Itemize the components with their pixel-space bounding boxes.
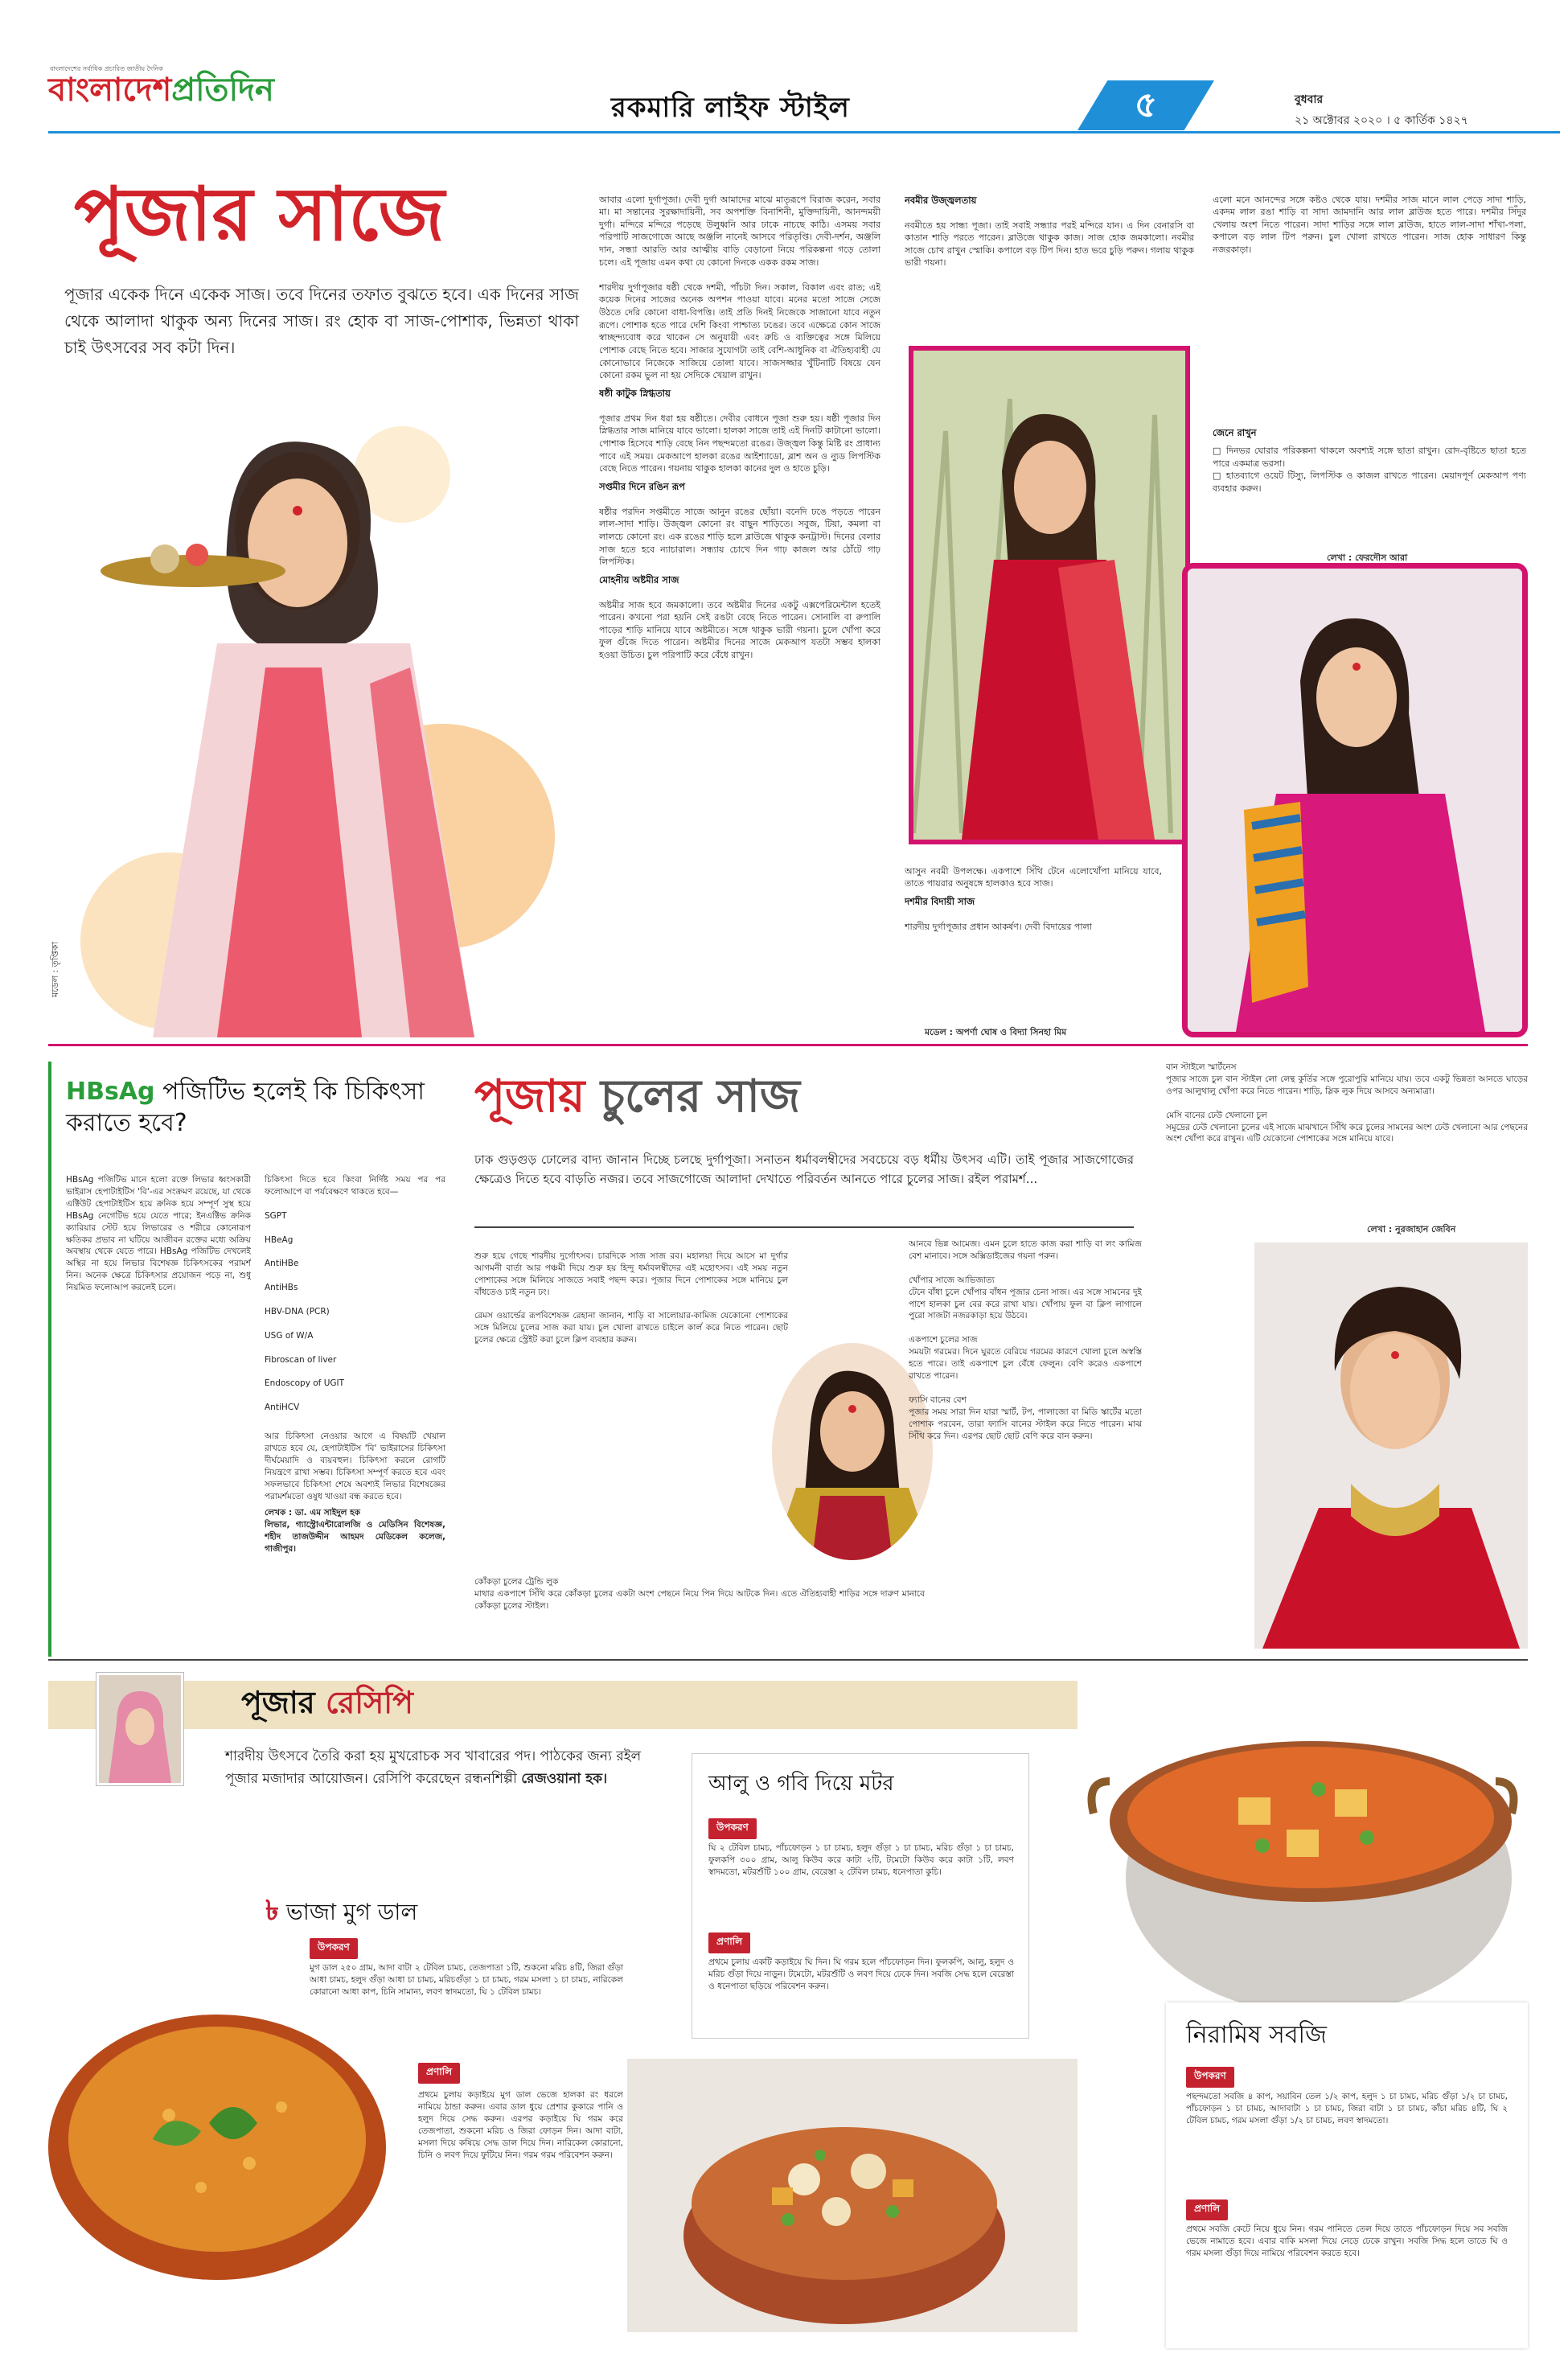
hbsag-tests xyxy=(265,1198,445,1426)
col1b-text: পূজার প্রথম দিন ধরা হয় ষষ্ঠীতে। দেবীর বোধনে পূজা শুরু হয়। ষষ্ঠী পূজার দিন স্নিগ্ধতার সাজ মানিয়ে যাবে ভালো। হালকা সাজে তাই এই দিনটি কাটানো ভালো। পোশাক হিসেবে শাড়ি বেছে নিন পছন্দমতো রঙের। উজ্জ্বল কিন্তু মিষ্টি রং প্রাধান্য পাবে এই সময়। মেকআপে হালকা রঙের আইশ্যাডো, ব্লাশ অন ও ন্যুড লিপস্টিক বেছে নিতে পারেন। গয়নায় থাকুক হালকা কানের দুল ও হাতে চুড়ি। xyxy=(599,413,880,474)
test-5: HBV-DNA (PCR) xyxy=(265,1306,330,1316)
hero-photo-credit: মডেল : তৃপ্তিকা xyxy=(50,942,60,997)
recipe-intro xyxy=(225,1745,675,1790)
date: ২১ অক্টোবর ২০২০ । ৫ কার্তিক ১৪২৭ xyxy=(1295,114,1468,127)
test-9: AntiHCV xyxy=(265,1403,300,1413)
chef-photo xyxy=(96,1673,183,1785)
hair-title-red: পূজায় xyxy=(474,1070,585,1123)
aloo-ingredients-badge xyxy=(708,1818,757,1839)
hbsag-col-1: HBsAg পজিটিভ মানে হলো রক্তে লিভার ধ্বংসকারী ভাইরাস হেপাটাইটিস 'বি'-এর সংক্রমণ রয়েছে, যা থেকে এক্টিউট হেপাটাইটিস হয়ে ক্রনিক হয়ে সম্পূর্ণ সুস্থ হয়ে HBsAg নেগেটিভ হয়ে যেতে পারে; ইনএক্টিভ ক্রনিক ক্যারিয়ার স্টেট হয়ে লিভারের ও শরীরে কোনোরূপ ক্ষতিকর প্রভাব না ঘটিয়ে আজীবন রক্তের মধ্যে অক্রিয় অবস্থায় থেকে যেতে পারে। HBsAg পজিটিভ দেখলেই অস্থির না হয়ে লিভার বিশেষজ্ঞ চিকিৎসকের পরামর্শ নিন। অনেক ক্ষেত্রে চিকিৎসার প্রয়োজন পড়ে না, শুধু নিয়মিত ফলোআপ করলেই চলে। xyxy=(66,1175,251,1293)
hbsag-author: লেখক : ডা. এম সাইদুল হক লিভার, গ্যাস্ট্রোএন্টারোলজি ও মেডিসিন বিশেষজ্ঞ, শহীদ তাজউদ্দীন আহমদ মেডিকেল কলেজ, গাজীপুর। xyxy=(265,1508,445,1555)
tips-box xyxy=(1213,426,1526,547)
hbsag-title-rest: পজিটিভ হলেই কি চিকিৎসা করাতে হবে? xyxy=(66,1078,425,1137)
col3-text: এলো মনে আনন্দের সঙ্গে কষ্টও থেকে যায়। দশমীর সাজ মানে লাল পেড়ে সাদা শাড়ি, একদম লাল রঙা শাড়ি বা সাদা জামদানি আর লাল ব্লাউজ হতে পারে। দশমীর সিঁদুর খেলায় অংশ নিতে পারেন। সাদা শাড়ির সঙ্গে লাল ব্লাউজ, হাতে লাল-সাদা শাঁখা-পলা, কপালে বড় লাল টিপ পরুন। চুল খোলা রাখতে পারেন। সাজ হোক সাধারণ কিন্তু নজরকাড়া। xyxy=(1213,194,1526,256)
test-8: Endoscopy of UGIT xyxy=(265,1378,345,1389)
niramish-method-label: প্রণালি xyxy=(1186,2199,1228,2220)
paper-tagline: বাংলাদেশের সর্বাধিক প্রচারিত জাতীয় দৈনিক xyxy=(50,65,163,72)
hero-model-photo xyxy=(56,378,571,1037)
subhead-sosthi: ষষ্ঠী কাটুক স্নিগ্ধতায় xyxy=(599,387,671,399)
col1-text: আবার এলো দুর্গাপূজা। দেবী দুর্গা আমাদের মাঝে মাতৃরূপে বিরাজ করেন, সবার মা। মা সন্তানের সুরক্ষাদায়িনী, সব অপশক্তি বিনাশিনী, মুক্তিদায়িনী, আনন্দময়ী দুর্গা। মন্দিরে মন্দিরে পড়েছে উলুধ্বনি আর ঢাকে নাচছে কাঠি। এসময় সবার পরিপাটি সাজগোজে আছে অঞ্জলি নানেই আসবে পরিতৃপ্তি। দেবী-দর্শন, অঞ্জলি দান, সন্ধ্যা আরতি আর আত্মীয় বাড়ি বেড়ানো নিয়ে পরিকল্পনা গড়ে তোলা চলে। এই পূজায় এমন কথা যে কোনো দিনকে একক রকম সাজ। শারদীয় দুর্গাপূজার ষষ্ঠী থেকে দশমী, পাঁচটা দিন। সকাল, বিকাল এবং রাত; এই কয়েক দিনের সাজের অনেক অপশন পাওয়া যাবে। মনের মতো সাজে সেজে উঠতে দেরি কোনো বাধা-বিপত্তি। তাই প্রতি দিনই নিজেকে সাজানো যাবে নতুন রূপে। পোশাক হতে পারে দেশি কিংবা পাশ্চাত্য ঢঙের। তবে এক্ষেত্রে কোন সাজে স্বাচ্ছন্দ্যবোধ করে থাকেন সে অনুযায়ী এবং রুচি ও ব্যক্তিত্বের সঙ্গে মিলিয়ে পোশাক বেছে নিতে হবে। সাজার সুযোগটা তাই বেশি-আধুনিক বা ঐতিহ্যবাহী যে কোনোভাবে নিজেকে সাজিয়ে তোলা যাবে। সাজসজ্জার খুঁটিনাটি বিষয়ে যেন কোনো রকম ভুল না হয় সেদিকে খেয়াল রাখুন। xyxy=(599,194,880,381)
hair-model-illustration xyxy=(1254,1242,1528,1649)
aloo-box xyxy=(692,1753,1029,2039)
niramish-ingredients: পছন্দমতো সবজি ৪ কাপ, সয়াবিন তেল ১/২ কাপ, হলুদ ১ চা চামচ, মরিচ গুঁড়া ১/২ চা চামচ, পাঁচফোড়ন ১ চা চামচ, আদাবাটা ১ চা চামচ, জিরা বাটা ১ চা চামচ, কাঁচা মরিচ ৪টি, ঘি ২ টেবিল চামচ, গরম মসলা গুঁড়া ১/২ চা চামচ, লবণ স্বাদমতো। xyxy=(1186,2092,1508,2126)
niramish-method-badge xyxy=(1186,2199,1228,2220)
hair-intro: ঢাক গুড়গুড় ঢোলের বাদ্য জানান দিচ্ছে চলছে দুর্গাপূজা। সনাতন ধর্মাবলম্বীদের সবচেয়ে বড় ধর্মীয় উৎসব এটি। তাই পূজার সাজগোজের ক্ষেত্রেও দিতে হবে বাড়তি নজর। তবে সাজগোজে আলাদা দেখাতে পরিবর্তন আনতে পারে চুলের সাজ। রইল পরামর্শ... xyxy=(474,1152,1134,1186)
hbsag-body-3: আর চিকিৎসা নেওয়ার আগে এ বিষয়টি খেয়াল রাখতে হবে যে, হেপাটাইটিস 'বি' ভাইরাসের চিকিৎসা দীর্ঘমেয়াদি ও ব্যয়বহুল। চিকিৎসা করলে রোগটি নিয়ন্ত্রণে রাখা সম্ভব। চিকিৎসা সম্পূর্ণ করতে হবে এবং সফলভাবে চিকিৎসা শেষে অবশ্যই লিভার বিশেষজ্ঞের পরামর্শমতো ওষুধ খাওয়া বন্ধ করতে হবে। xyxy=(265,1431,445,1501)
subhead-ashtami: মোহনীয় অষ্টমীর সাজ xyxy=(599,573,679,585)
model-red-illustration xyxy=(913,351,1185,840)
hair-model-photo xyxy=(1254,1242,1528,1649)
recipe-title-2: রেসিপি xyxy=(325,1685,413,1720)
models-credit: মডেল : অপর্ণা ঘোষ ও বিদ্যা সিনহা মিম xyxy=(925,1027,1067,1037)
aloo-photo xyxy=(627,2059,1077,2332)
aloo-method-label: প্রণালি xyxy=(708,1932,750,1953)
aloo-ingredients-label: উপকরণ xyxy=(708,1818,757,1839)
paper-name-2: প্রতিদিন xyxy=(171,71,274,109)
model-photo-pink xyxy=(1182,563,1528,1037)
article-intro: পূজার একেক দিনে একেক সাজ। তবে দিনের তফাত বুঝতে হবে। এক দিনের সাজ থেকে আলাদা থাকুক অন্য দিনের সাজ। রং হোক বা সাজ-পোশাক, ভিন্নতা থাকা চাই উৎসবের সব কটা দিন। xyxy=(64,285,579,357)
hair-col-1b: কোঁকড়া চুলের ট্রেন্ডি লুক মাথার একপাশে সিঁথি করে কোঁকড়া চুলের একটা অংশ পেছনে নিয়ে পিন দিয়ে আটকে দিন। এতে ঐতিহ্যবাহী শাড়ির সঙ্গে দারুণ মানাবে কোঁকড়া চুলের স্টাইল। xyxy=(474,1577,925,1611)
recipe-band xyxy=(48,1681,1077,1729)
aloo-method: প্রথমে চুলায় একটি কড়াইয়ে ঘি দিন। ঘি গরম হলে পাঁচফোড়ন দিন। ফুলকপি, আলু, হলুদ ও মরিচ গুঁড়া দিয়ে নাড়ুন। টমেটো, মটরশুঁটি ও লবণ দিয়ে ঢেকে দিন। সবজি সেদ্ধ হলে বেরেস্তা ও ধনেপাতা ছড়িয়ে পরিবেশন করুন। xyxy=(708,1957,1014,1991)
col1c-text: ষষ্ঠীর পরদিন সপ্তমীতে সাজে আনুন রঙের ছোঁয়া। বনেদি ঢঙে পড়তে পারেন লাল-সাদা শাড়ি। উজ্জ্বল কোনো রং বাছুন শাড়িতে। সবুজ, টিয়া, কমলা বা লালচে কোনো রং। এক রঙের শাড়ি হলে ব্লাউজে থাকুক কনট্রাস্ট। দিনের বেলার সাজ হতে হবে ন্যাচারাল। সন্ধ্যায় চোখে দিন গাঢ় কাজল আর ঠোঁটে গাঢ় লিপস্টিক। xyxy=(599,506,880,568)
aloo-illustration xyxy=(627,2059,1077,2332)
subhead-dashami: দশমীর বিদায়ী সাজ xyxy=(905,895,975,907)
niramish-title: নিরামিষ সবজি xyxy=(1186,2021,1327,2049)
niramish-ingredients-badge xyxy=(1186,2067,1234,2088)
hair-col-1-text: শুরু হয়ে গেছে শারদীয় দুর্গোৎসব। চারদিকে সাজ সাজ রব। মহালয়া দিয়ে আসে মা দুর্গার আগমনী বার্তা আর পঞ্চমী দিয়ে শুরু হয় হিন্দু ধর্মাবলম্বীদের এই মহোৎসব। এই সময় নতুন পোশাকের সঙ্গে মিলিয়ে সাজতে সবাই পছন্দ করে। পূজার দিনে পোশাকের সঙ্গে মানিয়ে চুল বাঁধতেও চাই নতুন ঢং। রেমস ওয়ার্ল্ডের রূপবিশেষজ্ঞ রেহানা জানান, শাড়ি বা সালোয়ার-কামিজ যেকোনো পোশাকের সঙ্গে মিলিয়ে চুলের সাজ করা যায়। চুল খোলা রাখতে চাইলে কার্ল করে নিতে পারেন। ছোট চুলের ক্ষেত্রে স্ট্রেইট করা চুলে ক্লিপ ব্যবহার করুন। xyxy=(474,1251,788,1345)
recipe-title xyxy=(241,1687,413,1718)
subhead-saptami: সপ্তমীর দিনে রঙিন রূপ xyxy=(599,480,685,492)
article-title: পূজার সাজে xyxy=(74,170,445,257)
dal-ingredients-badge xyxy=(310,1938,358,1959)
section-divider-bottom xyxy=(48,1659,1528,1661)
dal-ingredients: মুগ ডাল ২৫০ গ্রাম, আদা বাটা ২ টেবিল চামচ, তেজপাতা ১টি, শুকনো মরিচ ৪টি, জিরা গুঁড়া আধা চামচ, হলুদ গুঁড়া আধা চা চামচ, মরিচগুঁড়া ১ চা চামচ, গরম মসলা ১ চা চামচ, নারিকেল কোরানো আধা কাপ, চিনি সামান্য, লবণ স্বাদমতো, ঘি ১ টেবিল চামচ। xyxy=(310,1963,623,1997)
dal-method: প্রথমে চুলায় কড়াইয়ে মুগ ডাল ভেজে হালকা রং ধরলে নামিয়ে ঠান্ডা করুন। এবার ডাল ধুয়ে প্রেশার কুকারে পানি ও হলুদ দিয়ে সেদ্ধ করুন। এরপর কড়াইয়ে ঘি গরম করে তেজপাতা, শুকনো মরিচ ও জিরা ফোড়ন দিন। আদা বাটা, মসলা দিয়ে কষিয়ে সেদ্ধ ডাল দিয়ে দিন। নারিকেল কোরানো, চিনি ও লবণ দিয়ে ফুটিয়ে নিন। গরম গরম পরিবেশন করুন। xyxy=(418,2090,623,2160)
col1d-text: অষ্টমীর সাজ হবে জমকালো। তবে অষ্টমীর দিনের একটু এক্সপেরিমেন্টাল হতেই পারেন। কখনো পরা হয়নি সেই রঙটা বেছে নিতে পারেন। সোনালি বা রুপালি পাড়ের শাড়ি মানিয়ে যাবে অষ্টমীতে। সঙ্গে থাকুক ভারী গয়না। চুলে খোঁপা করে ফুল গুঁজে দিতে পারেন। অষ্টমীর দিনের সাজে মেকআপ যতটা সম্ভব হালকা হওয়া উচিত। চুল পরিপাটি করে বেঁধে রাখুন। xyxy=(599,599,880,661)
dal-title-text: ভাজা মুগ ডাল xyxy=(285,1899,418,1925)
paper-name-1: বাংলাদেশ xyxy=(48,71,172,109)
hair-col-2: আনবে ভিন্ন আমেজ। এমন চুলে হাতে কাজ করা শাড়ি বা লং কামিজ বেশ মানাবে। সঙ্গে অক্সিডাইজের গয়না পরুন। খোঁপার সাজে আভিজাত্য টেনে বাঁধা চুলে খোঁপার বাঁধন পূজার চেনা সাজ। এর সঙ্গে সামনের দুই পাশে হালকা চুল বের করে রাখা যায়। খোঁপায় ফুল বা ক্লিপ লাগালে পুরো সাজটা নজরকাড়া হয়ে উঠবে। একপাশে চুলের সাজ সময়টা গরমের। দিনে ঘুরতে বেরিয়ে গরমের কারণে খোলা চুলে অস্বস্তি হতে পারে। তাই একপাশে চুল বেঁধে ফেলুন। বেণি করেও একপাশে রাখতে পারেন। ফ্যাসি বানের বেশ পূজার সময় সারা দিন যারা স্মার্ট, টপ, পালাজো বা মিডি স্কার্টের মতো পোশাক পরবেন, তারা ফ্যাসি বানের স্টাইল করে নিতে পারেন। মাঝ সিঁথি করে দিন। এরপর ছোট ছোট বেণি করে বান করুন। xyxy=(909,1239,1142,1441)
test-4: AntiHBs xyxy=(265,1283,298,1293)
model-photo-red xyxy=(909,346,1190,844)
niramish-method: প্রথমে সবজি কেটে নিয়ে ধুয়ে নিন। গরম পানিতে তেল দিয়ে তাতে পাঁচফোড়ন দিয়ে সব সবজি ভেজে নামাতে হবে। এবার বাকি মসলা দিয়ে নেড়ে ঢেকে রাখুন। সবজি সিদ্ধ হলে তাতে ঘি ও গরম মসলা গুঁড়া দিয়ে নামিয়ে পরিবেশন করতে হবে। xyxy=(1186,2224,1508,2258)
recipe-title-1: পূজার xyxy=(241,1685,315,1720)
recipe-intro-text: শারদীয় উৎসবে তৈরি করা হয় মুখরোচক সব খাবারের পদ। পাঠকের জন্য রইল পূজার মজাদার আয়োজন। রেসিপি করেছেন রন্ধনশিল্পী xyxy=(225,1748,642,1788)
day: বুধবার xyxy=(1295,93,1324,106)
chef-avatar xyxy=(99,1675,181,1783)
aloo-title: আলু ও গবি দিয়ে মটর xyxy=(708,1772,894,1796)
col2b-text: আসুন নবমী উপলক্ষে। একপাশে সিঁথি টেনে এলোখোঁপা মানিয়ে যাবে, তাতে পায়রার অনুষঙ্গে হালকাও হবে সাজ। xyxy=(905,865,1162,889)
hair-title-rest: চুলের সাজ xyxy=(600,1070,800,1123)
article-col-2 xyxy=(905,181,1194,342)
paper-logo[interactable] xyxy=(48,71,274,109)
hbsag-title xyxy=(66,1076,444,1139)
dal-title xyxy=(265,1890,417,1936)
article-writer: লেখা : ফেরদৌস আরা xyxy=(1327,552,1408,563)
hbsag-col-2 xyxy=(265,1174,445,1649)
article-col-3 xyxy=(1213,181,1526,422)
tips-title: জেনে রাখুন xyxy=(1213,427,1257,438)
masthead xyxy=(0,0,1568,145)
dal-photo xyxy=(48,1978,402,2284)
aloo-ingredients: ঘি ২ টেবিল চামচ, পাঁচফোড়ন ১ চা চামচ, হলুদ গুঁড়া ১ চা চামচ, মরিচ গুঁড়া ১ চা চামচ, ফুলকপি ৩০০ গ্রাম, আলু কিউব করে কাটা ২টি, টমেটো কিউব করে কাটা ১টি, লবণ স্বাদমতো, মটরশুঁটি ১০০ গ্রাম, বেরেস্তা ২ টেবিল চামচ, ধনেপাতা কুচি। xyxy=(708,1843,1014,1877)
article-col-1 xyxy=(599,181,880,1021)
article-col-2b xyxy=(905,852,1162,1021)
niramish-photo xyxy=(1077,1685,1528,2031)
dal-method-badge xyxy=(418,2063,460,2084)
hero-model-illustration xyxy=(56,378,571,1037)
test-7: Fibroscan of liver xyxy=(265,1354,337,1365)
col2c-text: শারদীয় দুর্গাপূজার প্রধান আকর্ষণ। দেবী বিদায়ের পালা xyxy=(905,921,1092,932)
recipe-chef: রেজওয়ানা হক। xyxy=(521,1771,608,1788)
hair-intro-rule xyxy=(474,1226,1134,1228)
header-rule xyxy=(48,131,1560,133)
aloo-method-badge xyxy=(708,1932,750,1953)
niramish-illustration xyxy=(1077,1685,1528,2031)
test-3: AntiHBe xyxy=(265,1259,299,1269)
model-pink-illustration xyxy=(1188,569,1522,1032)
hair-col-3: বান স্টাইলে স্মার্টনেস পূজার সাজে চুল বান স্টাইল লো লেন্থ কুর্তির সঙ্গে পুরোপুরি মানিয়ে যায়। তবে একটু ভিন্নতা আনতে ঘাড়ের ওপর আলুথালু খোঁপা করে নিতে পারেন। শাড়ি, স্লিক লুক দিয়ে আসবে অন্যমাত্রা। মেসি বানের ঢেউ খেলানো চুল সমুদ্রের ঢেউ খেলানো চুলের এই সাজে মাঝখানে সিঁথি করে চুলের সামনের অংশ ঢেউ খেলানো আর পেছনের অংশ খোঁপা করে রাখুন। এটি যেকোনো পোশাকের সঙ্গে মানিয়ে যাবে। xyxy=(1166,1062,1528,1144)
dal-illustration xyxy=(48,1978,402,2284)
hbsag-box xyxy=(48,1062,450,1657)
hbsag-body-2: চিকিৎসা দিতে হবে কিংবা নির্দিষ্ট সময় পর পর ফলোআপে বা পর্যবেক্ষণে থাকতে হবে— xyxy=(265,1175,445,1197)
test-1: SGPT xyxy=(265,1210,287,1221)
dal-ingredients-label: উপকরণ xyxy=(310,1938,358,1959)
niramish-ingredients-label: উপকরণ xyxy=(1186,2067,1234,2088)
subhead-nabami: নবমীর উজ্জ্বলতায় xyxy=(905,194,977,206)
page-number: ৫ xyxy=(1134,84,1158,125)
niramish-box xyxy=(1166,2002,1528,2348)
hbsag-title-latin: HBsAg xyxy=(66,1078,155,1106)
section-title: রকমারি লাইফ স্টাইল xyxy=(611,92,850,124)
section-divider-top xyxy=(48,1044,1528,1046)
dal-icon: ৳ xyxy=(265,1895,279,1927)
test-2: HBeAg xyxy=(265,1234,293,1245)
dal-method-label: প্রণালি xyxy=(418,2063,460,2084)
test-6: USG of W/A xyxy=(265,1330,314,1341)
tips-text: □ দিনভর ঘোরার পরিকল্পনা থাকলে অবশ্যই সঙ্গে ছাতা রাখুন। রোদ-বৃষ্টিতে ছাতা হতে পারে একমাত্র ভরসা। □ হাতব্যাগে ওয়েট টিস্যু, লিপস্টিক ও কাজল রাখতে পারেন। মেয়াদপূর্ণ মেকআপ পণ্য ব্যবহার করুন। xyxy=(1213,446,1526,494)
col2-text: নবমীতে হয় সান্ধ্য পূজা। তাই সবাই সন্ধ্যার পরই মন্দিরে যান। এ দিন বেনারসি বা কাতান শাড়ি পরতে পারেন। ব্লাউজে থাকুক কাজ। সাজ হোক জমকালো। নবমীর সাজে চোখ রাখুন স্মোকি। কপালে বড় টিপ দিন। হাত ভরে চুড়ি পরুন। গলায় থাকুক ভারী গয়না। xyxy=(905,220,1194,269)
hair-title xyxy=(474,1070,800,1123)
hair-writer: লেখা : নুরজাহান জেবিন xyxy=(1367,1224,1456,1234)
